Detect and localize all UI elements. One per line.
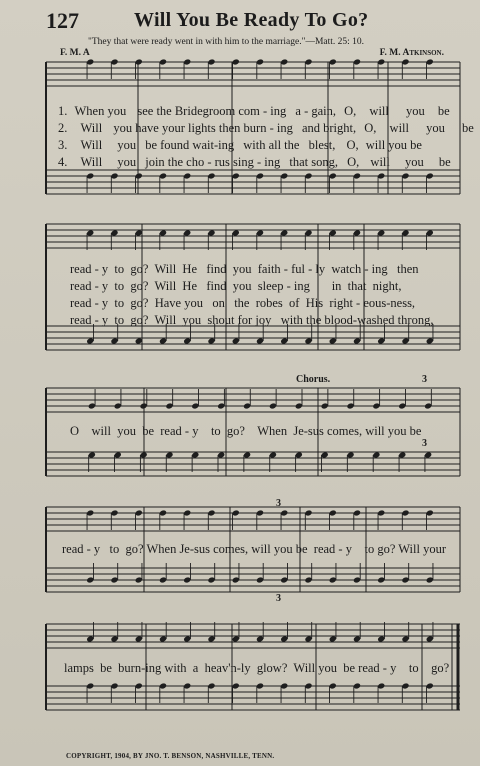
chorus-line-3: lamps be burn-ing with a heav'n-ly glow? Will you be read - y to go? (64, 661, 450, 675)
chorus-line-1: O will you be read - y to go? When Je-sus comes, will you be (70, 424, 422, 438)
verse-4-line-1: 4. Will you join the cho - rus sing - ing that song, O, will you be (58, 155, 451, 169)
triplet-mark: 3 (422, 374, 427, 385)
triplet-mark: 3 (276, 498, 281, 509)
verse-2-line-1: 2. Will you have your lights then burn - ing and bright, O, will you be (58, 121, 474, 135)
lyricist-credit: F. M. A (60, 48, 90, 58)
verse-3-line-1: 3. Will you be found wait-ing with all the blest, O, will you be (58, 138, 422, 152)
verse-3-line-2: read - y to go? Have you on the robes of His right - eous-ness, (70, 296, 416, 310)
verse-1-line-2: read - y to go? Will He find you faith - ful - ly watch - ing then (70, 262, 419, 276)
verse-1-line-1: 1. When you see the Bridegroom com - ing a - gain, O, will you be (58, 104, 450, 118)
composer-credit: F. M. Atkinson. (379, 48, 444, 58)
copyright-notice: COPYRIGHT, 1904, BY JNO. T. BENSON, NASHVILLE, TENN. (66, 752, 275, 760)
scripture-epigraph: "They that were ready went in with him to the marriage."—Matt. 25: 10. (88, 37, 365, 47)
verse-4-line-2: read - y to go? Will you shout for joy with the blood-washed throng, (70, 313, 434, 327)
verse-2-line-2: read - y to go? Will He find you sleep - ing in that night, (70, 279, 402, 293)
chorus-label: Chorus. (296, 374, 331, 385)
triplet-mark: 3 (276, 593, 281, 604)
chorus-line-2: read - y to go? When Je-sus comes, will you be read - y to go? Will your (62, 542, 447, 556)
triplet-mark: 3 (422, 438, 427, 449)
hymn-title: Will You Be Ready To Go? (134, 9, 369, 31)
hymn-number: 127 (46, 8, 79, 33)
